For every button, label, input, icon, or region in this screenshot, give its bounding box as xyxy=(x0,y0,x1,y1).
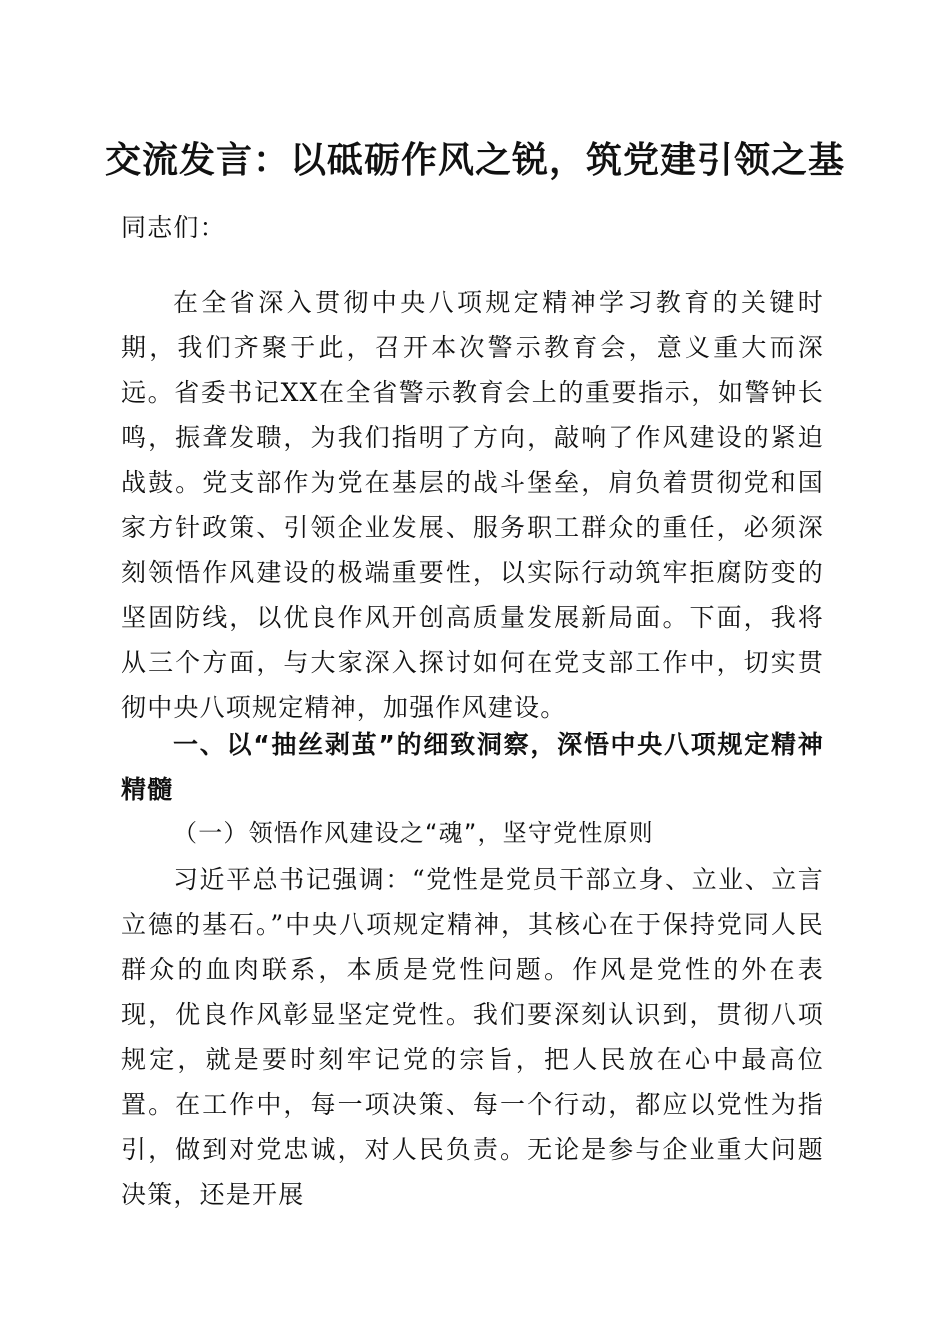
subsection-heading-1-1: （一）领悟作风建设之“魂”，坚守党性原则 xyxy=(173,819,654,847)
section-heading-1: 一、以“抽丝剥茧”的细致洞察，深悟中央八项规定精神精髓 xyxy=(121,730,824,804)
section-1-1-paragraph: 习近平总书记强调：“党性是党员干部立身、立业、立言立德的基石。”中央八项规定精神，其核心在于保持党同人民群众的血肉联系，本质是党性问题。作风是党性的外在表现，优良作风彰显坚定党性。我们要深刻认识到，贯彻八项规定，就是要时刻牢记党的宗旨，把人民放在心中最高位置。在工作中，每一项决策、每一个行动，都应以党性为指引，做到对党忠诚，对人民负责。无论是参与企业重大问题决策，还是开展 xyxy=(121,865,824,1209)
salutation: 同志们： xyxy=(121,213,226,242)
opening-paragraph: 在全省深入贯彻中央八项规定精神学习教育的关键时期，我们齐聚于此，召开本次警示教育会，意义重大而深远。省委书记XX在全省警示教育会上的重要指示，如警钟长鸣，振聋发聩，为我们指明了方向，敲响了作风建设的紧迫战鼓。党支部作为党在基层的战斗堡垒，肩负着贯彻党和国家方针政策、引领企业发展、服务职工群众的重任，必须深刻领悟作风建设的极端重要性，以实际行动筑牢拒腐防变的坚固防线，以优良作风开创高质量发展新局面。下面，我将从三个方面，与大家深入探讨如何在党支部工作中，切实贯彻中央八项规定精神，加强作风建设。 xyxy=(121,288,824,722)
document-title: 交流发言：以砥砺作风之锐，筑党建引领之基 xyxy=(104,139,845,181)
